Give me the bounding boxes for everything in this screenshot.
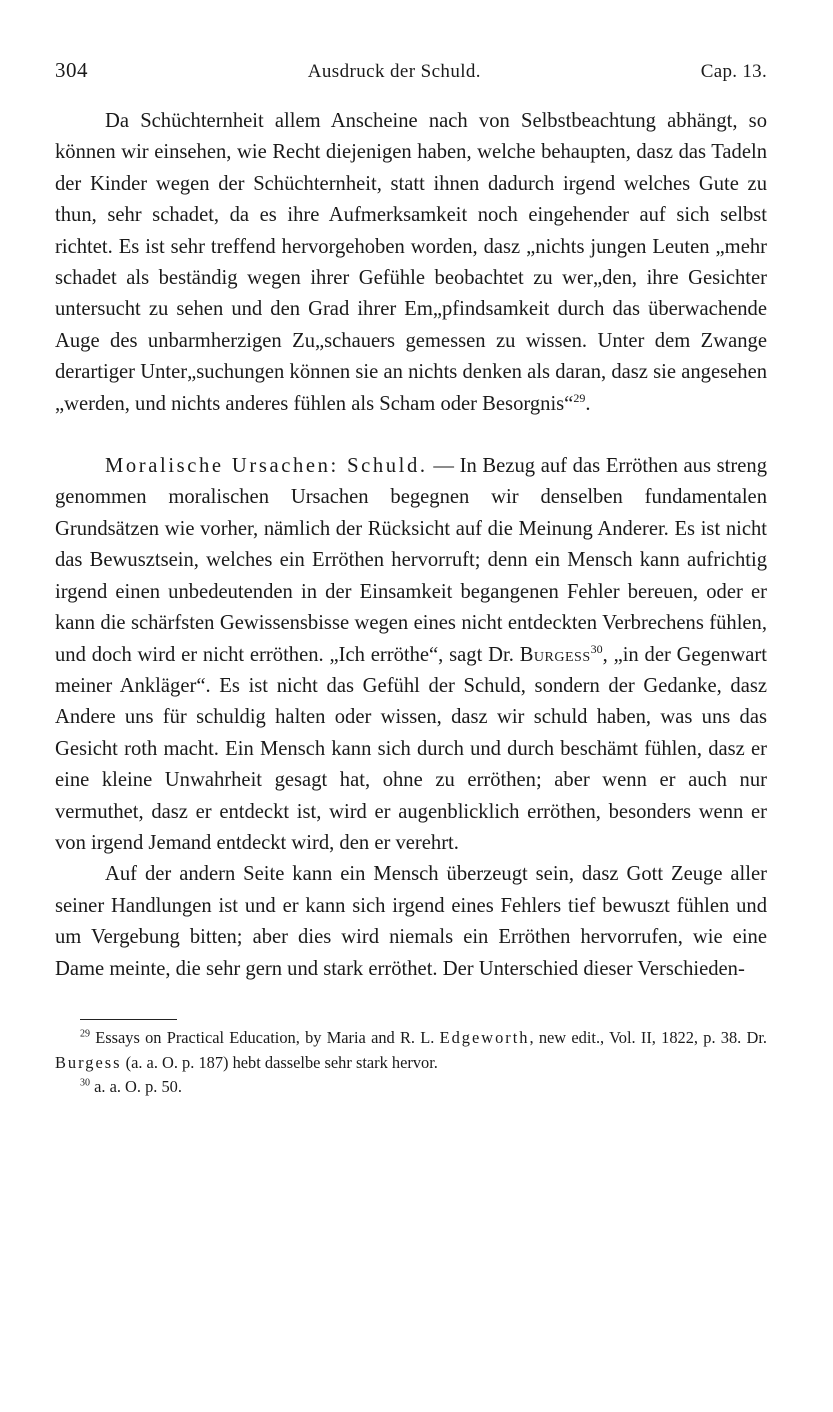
footnote-number: 30 <box>80 1077 90 1089</box>
footnotes <box>55 1026 767 1100</box>
footnote-number: 29 <box>80 1028 90 1040</box>
paragraph-text: Auf der andern Seite kann ein Mensch überzeugt sein, dasz Gott Zeuge aller seiner Handlungen ist und er kann sich irgend eines Fehlers tief bewuszt fühlen und um Vergebung bitten; aber dies wird niemals ein Erröthen hervorrufen, wie eine Dame meinte, die sehr gern und stark erröthet. Der Unterschied dieser Verschieden- <box>55 863 767 980</box>
paragraph-shyness: Da Schüchternheit allem Anscheine nach von Selbstbeachtung abhängt, so können wir einsehen, wie Recht diejenigen haben, welche behaupten, dasz das Tadeln der Kinder wegen der Schüchternheit, statt ihnen dadurch irgend welches Gute zu thun, sehr schadet, da es ihre Aufmerksamkeit noch eingehender auf sich selbst richtet. Es ist sehr treffend hervorgehoben worden, dasz „nichts jungen Leuten „mehr schadet als beständig wegen ihrer Gefühle beobachtet zu wer„den, ihre Gesichter untersucht zu sehen und den Grad ihrer Em„pfindsamkeit durch das überwachende Auge des unbarmherzigen Zu„schauers gemessen zu wissen. Unter dem Zwange derartiger Unter„suchungen können sie an nichts denken als daran, dasz sie angesehen „werden, und nichts anderes fühlen als Scham oder Besorgnis“$^{29}$. <box>55 110 767 415</box>
running-header <box>55 58 767 88</box>
section-heading: Moralische Ursachen: Schuld. <box>105 455 428 478</box>
paragraph-text: — In Bezug auf das Erröthen aus streng genommen moralischen Ursachen begegnen wir denselben fundamentalen Grundsätzen wie vorher, nämlich der Rücksicht auf die Meinung Anderer. Es ist nicht das Bewusztsein, welches ein Erröthen hervorruft; denn ein Mensch kann aufrichtig irgend einen unbedeutenden in der Einsamkeit begangenen Fehler bereuen, oder er kann die schärfsten Gewissensbisse wegen eines nicht entdeckten Verbrechens fühlen, und doch wird er nicht erröthen. „Ich erröthe“, sagt Dr. <box>55 455 767 666</box>
paragraph-text: Da Schüchternheit allem Anscheine nach von Selbstbeachtung abhängt, so können wir einsehen, wie Recht diejenigen haben, welche behaupten, dasz das Tadeln der Kinder wegen der Schüchternheit, statt ihnen dadurch irgend welches Gute zu thun, sehr schadet, da es ihre Aufmerksamkeit noch eingehender auf sich selbst richtet. Es ist sehr treffend hervorgehoben worden, dasz „nichts jungen Leuten „mehr schadet als beständig wegen ihrer Gefühle beobachtet zu wer„den, ihre Gesichter untersucht zu sehen und den Grad ihrer Em„pfindsamkeit durch das überwachende Auge des unbarmherzigen Zu„schauers gemessen zu wissen. Unter dem Zwange derartiger Unter„suchungen können sie an nichts denken als daran, dasz sie angesehen „werden, und nichts anderes fühlen als Scham oder Besorgnis“ <box>55 110 767 415</box>
running-title: Ausdruck der Schuld. <box>307 61 481 82</box>
paragraph-god-witness <box>55 859 767 985</box>
footnote-ref-30[interactable]: 30 <box>590 641 603 656</box>
paragraph-text: , „in der Gegenwart meiner Ankläger“. Es ist nicht das Gefühl der Schuld, sondern der Gedanke, dasz Andere uns für schuldig halten oder wissen, dasz wir schuld haben, was uns das Gesicht roth macht. Ein Mensch kann sich durch und durch beschämt fühlen, dasz er eine kleine Unwahrheit gesagt hat, ohne zu erröthen; aber wenn er auch nur vermuthet, dasz er entdeckt ist, wird er augenblicklich erröthen, besonders wenn er von irgend Jemand entdeckt wird, den er verehrt. <box>55 643 767 854</box>
footnote-separator <box>80 1019 177 1020</box>
author-name: Edgeworth <box>439 1027 530 1047</box>
body-text <box>55 106 767 985</box>
author-name: Burgess <box>519 643 591 666</box>
footnote-30: $^{30}$ a. a. O. p. 50. <box>80 1077 182 1097</box>
page-number: 304 <box>55 58 88 82</box>
author-name: Burgess <box>55 1052 122 1072</box>
paragraph-moral-causes <box>55 451 767 859</box>
chapter-label: Cap. 13. <box>700 61 767 82</box>
footnote-ref-29[interactable]: 29 <box>573 390 586 405</box>
book-page <box>55 58 767 1100</box>
footnote-29: $^{29}$ Essays on Practical Education, by Maria and R. L. Edgeworth, new edit., Vol. II, 1822, p. 38. Dr. Burgess (a. a. O. p. 187) hebt dasselbe sehr stark hervor. <box>55 1027 767 1072</box>
